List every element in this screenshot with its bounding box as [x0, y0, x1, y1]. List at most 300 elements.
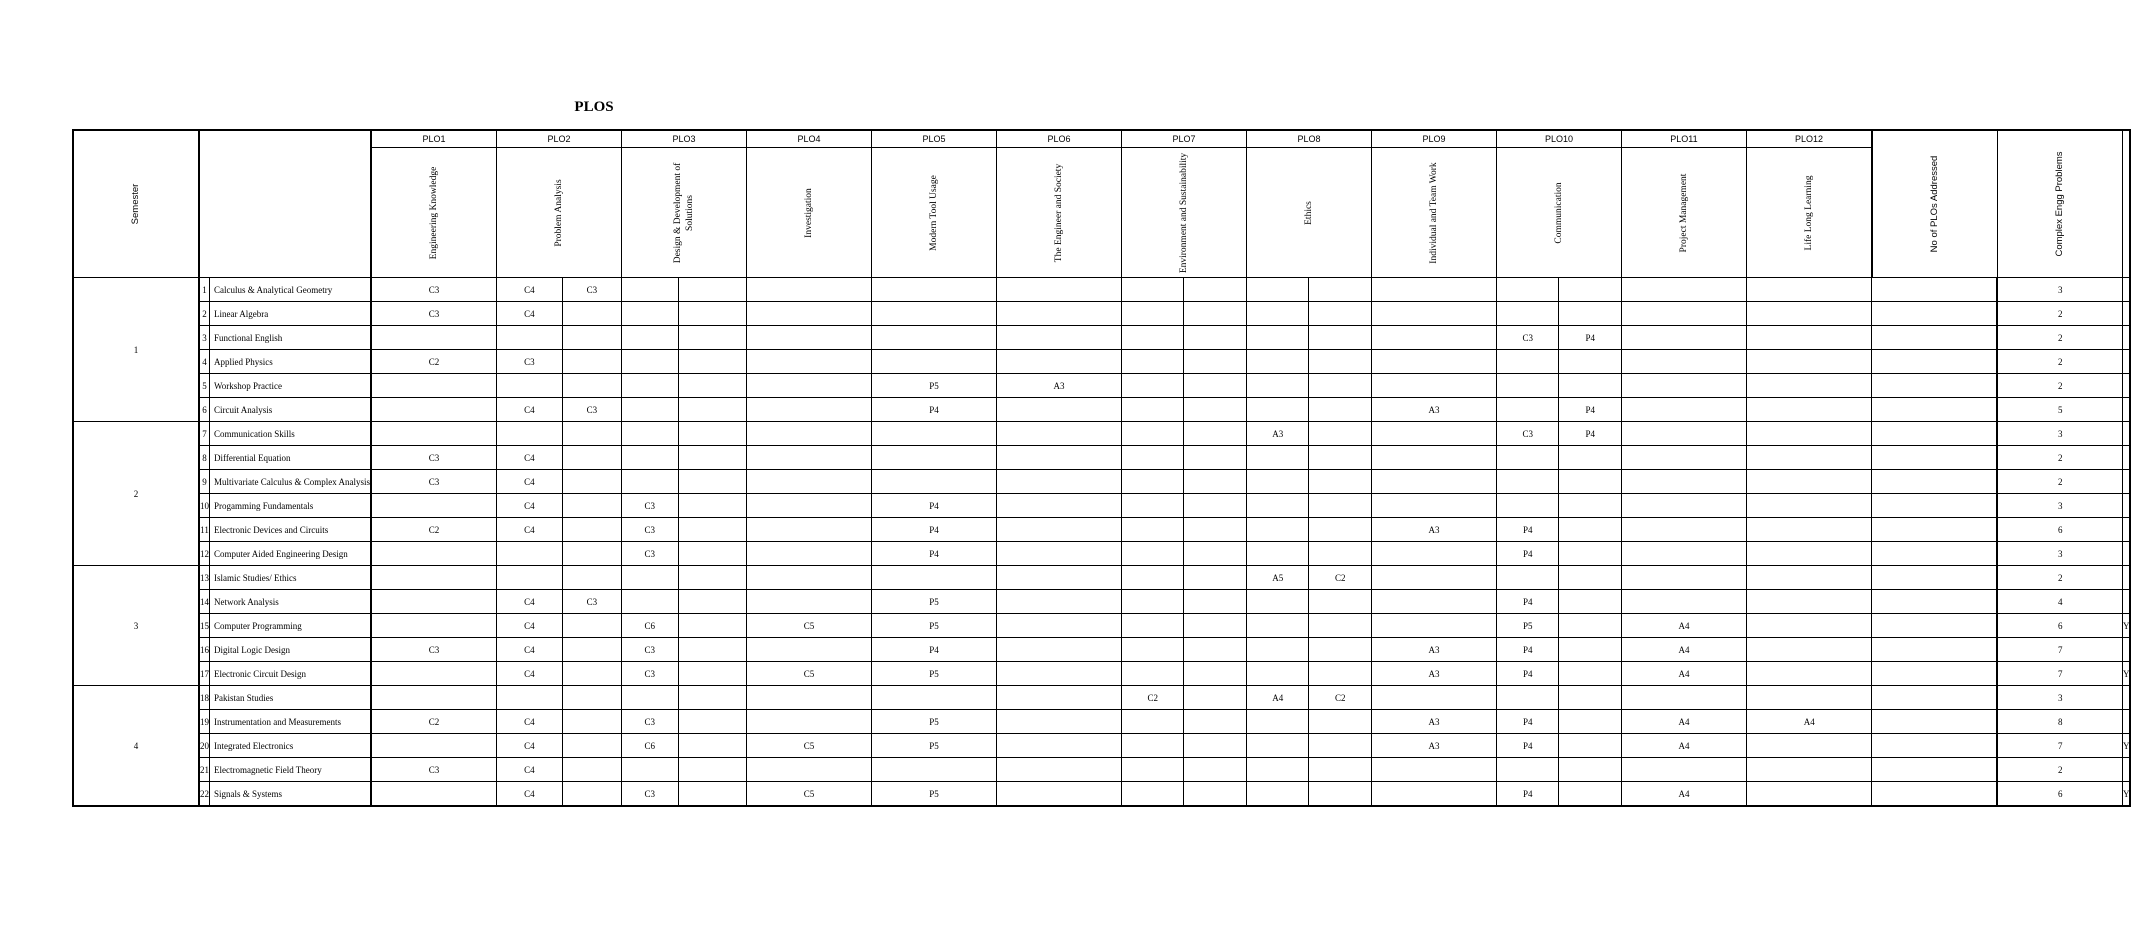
plo-name: Communication — [1496, 148, 1621, 278]
plo-cell — [1309, 278, 1372, 302]
plo-cell — [1872, 590, 1998, 614]
plo-cell: A4 — [1621, 782, 1746, 807]
plo-cell — [1621, 374, 1746, 398]
plo-count-cell: 2 — [1997, 326, 2122, 350]
course-name: Communication Skills — [210, 422, 371, 446]
course-number: 12 — [199, 542, 210, 566]
course-name: Islamic Studies/ Ethics — [210, 566, 371, 590]
plo-cell — [1121, 374, 1184, 398]
complex-cell — [2122, 638, 2130, 662]
course-number: 5 — [199, 374, 210, 398]
plo-cell — [1309, 758, 1372, 782]
plo-cell — [1746, 542, 1872, 566]
plo-cell — [1121, 326, 1184, 350]
plo-cell — [746, 350, 871, 374]
course-number: 19 — [199, 710, 210, 734]
table-row — [73, 374, 2130, 398]
plo-cell — [746, 686, 871, 710]
plo-cell — [871, 446, 996, 470]
plo-cell: C6 — [621, 614, 678, 638]
complex-cell — [2122, 542, 2130, 566]
plo-cell: C4 — [496, 758, 562, 782]
semester-cell: 3 — [73, 566, 199, 686]
plo-cell — [1371, 446, 1496, 470]
plo-cell — [1121, 782, 1184, 807]
plo-cell: C3 — [562, 278, 621, 302]
course-name: Signals & Systems — [210, 782, 371, 807]
complex-cell — [2122, 710, 2130, 734]
plo-cell — [1184, 446, 1247, 470]
plo-cell — [1746, 566, 1872, 590]
course-name: Electronic Devices and Circuits — [210, 518, 371, 542]
plo-cell — [562, 782, 621, 807]
plo-cell — [1121, 662, 1184, 686]
plo-cell — [746, 494, 871, 518]
plo-count-cell: 2 — [1997, 758, 2122, 782]
plo-cell — [621, 374, 678, 398]
plo-cell — [1496, 494, 1559, 518]
plo-cell — [1496, 398, 1559, 422]
plo-cell — [996, 326, 1121, 350]
plo-cell — [1872, 470, 1998, 494]
plo-code: PLO2 — [496, 130, 621, 148]
plo-cell — [1872, 782, 1998, 807]
course-name: Network Analysis — [210, 590, 371, 614]
plo-cell — [621, 302, 678, 326]
plo-cell — [678, 470, 746, 494]
course-name: Differential Equation — [210, 446, 371, 470]
plo-cell: C3 — [621, 710, 678, 734]
plo-cell — [562, 710, 621, 734]
plo-cell — [1559, 278, 1622, 302]
plo-cell: C3 — [621, 518, 678, 542]
plo-cell: C3 — [371, 470, 497, 494]
plo-cell — [562, 326, 621, 350]
plo-cell — [1184, 350, 1247, 374]
plo-cell — [496, 566, 562, 590]
plo-name: Individual and Team Work — [1371, 148, 1496, 278]
plo-cell — [871, 758, 996, 782]
plo-cell — [1371, 494, 1496, 518]
plo-cell: P4 — [871, 542, 996, 566]
plo-count-cell: 3 — [1997, 422, 2122, 446]
plo-cell — [1621, 302, 1746, 326]
complex-cell — [2122, 566, 2130, 590]
course-number: 6 — [199, 398, 210, 422]
course-number: 8 — [199, 446, 210, 470]
plo-cell — [371, 542, 497, 566]
plo-cell — [1121, 398, 1184, 422]
plo-cell — [746, 446, 871, 470]
plo-count-cell: 6 — [1997, 518, 2122, 542]
plo-cell — [1246, 662, 1309, 686]
plo-cell: C4 — [496, 446, 562, 470]
plo-cell: A5 — [1246, 566, 1309, 590]
course-number: 3 — [199, 326, 210, 350]
plo-cell — [1184, 398, 1247, 422]
plo-name: Engineering Knowledge — [371, 148, 497, 278]
complex-cell — [2122, 398, 2130, 422]
plo-cell — [1872, 446, 1998, 470]
complex-cell — [2122, 302, 2130, 326]
plo-code: PLO6 — [996, 130, 1121, 148]
plo-cell — [871, 470, 996, 494]
plo-cell — [621, 590, 678, 614]
plo-cell — [996, 446, 1121, 470]
course-name: Pakistan Studies — [210, 686, 371, 710]
plo-cell — [1309, 446, 1372, 470]
table-row — [73, 590, 2130, 614]
plo-cell — [1621, 686, 1746, 710]
plo-cell — [1621, 494, 1746, 518]
course-name: Applied Physics — [210, 350, 371, 374]
course-name: Circuit Analysis — [210, 398, 371, 422]
table-row — [73, 734, 2130, 758]
plo-cell — [871, 566, 996, 590]
plo-cell — [1121, 446, 1184, 470]
plo-cell — [1184, 614, 1247, 638]
plo-cell: P4 — [871, 398, 996, 422]
plo-cell — [1246, 710, 1309, 734]
plo-cell: P5 — [1496, 614, 1559, 638]
table-row — [73, 566, 2130, 590]
plo-cell — [1184, 326, 1247, 350]
complex-cell — [2122, 374, 2130, 398]
complex-cell — [2122, 278, 2130, 302]
plo-cell: C3 — [621, 638, 678, 662]
plo-cell: C4 — [496, 734, 562, 758]
plo-cell — [1371, 758, 1496, 782]
plo-cell — [1621, 470, 1746, 494]
plo-cell — [1872, 662, 1998, 686]
plo-cell — [746, 326, 871, 350]
plo-count-cell: 3 — [1997, 494, 2122, 518]
plo-cell — [1371, 302, 1496, 326]
plo-cell — [1371, 614, 1496, 638]
plo-cell: P4 — [1496, 782, 1559, 807]
plo-cell — [1309, 638, 1372, 662]
plo-cell: P4 — [1496, 518, 1559, 542]
course-name: Linear Algebra — [210, 302, 371, 326]
plo-cell — [1184, 686, 1247, 710]
plo-name-row — [73, 148, 2130, 278]
plo-cell — [746, 302, 871, 326]
plo-cell: P5 — [871, 374, 996, 398]
plo-cell — [678, 278, 746, 302]
plo-cell — [678, 542, 746, 566]
plo-cell — [621, 470, 678, 494]
plo-count-cell: 2 — [1997, 374, 2122, 398]
complex-cell — [2122, 494, 2130, 518]
plo-code: PLO11 — [1621, 130, 1746, 148]
plo-name: Investigation — [746, 148, 871, 278]
plo-cell — [496, 542, 562, 566]
page-title: PLOS — [574, 99, 614, 115]
plo-cell — [1121, 494, 1184, 518]
plo-cell — [1621, 542, 1746, 566]
plo-cell — [496, 686, 562, 710]
course-number: 17 — [199, 662, 210, 686]
table-row — [73, 326, 2130, 350]
plo-cell — [678, 518, 746, 542]
plo-cell — [1872, 326, 1998, 350]
plo-cell — [1121, 758, 1184, 782]
plo-cell: P5 — [871, 734, 996, 758]
plo-name: Design & Development of Solutions — [621, 148, 746, 278]
plo-cell — [1309, 326, 1372, 350]
plo-cell — [1559, 518, 1622, 542]
plo-cell: C3 — [621, 494, 678, 518]
plo-cell — [1246, 542, 1309, 566]
plo-code: PLO5 — [871, 130, 996, 148]
plo-cell — [1746, 638, 1872, 662]
plo-cell — [371, 326, 497, 350]
plo-cell — [1246, 398, 1309, 422]
plo-cell — [996, 734, 1121, 758]
plo-cell — [678, 734, 746, 758]
plo-cell — [1184, 470, 1247, 494]
plo-name: Environment and Sustainability — [1121, 148, 1246, 278]
semester-cell: 4 — [73, 686, 199, 807]
plo-cell: A3 — [996, 374, 1121, 398]
plo-cell — [496, 326, 562, 350]
table-row — [73, 494, 2130, 518]
plo-cell — [371, 422, 497, 446]
course-number: 13 — [199, 566, 210, 590]
plo-count-cell: 2 — [1997, 566, 2122, 590]
plo-cell — [621, 422, 678, 446]
complex-cell — [2122, 350, 2130, 374]
plo-cell: A4 — [1246, 686, 1309, 710]
plo-cell — [1246, 326, 1309, 350]
plo-cell — [621, 278, 678, 302]
plo-cell — [1746, 590, 1872, 614]
plo-cell: C4 — [496, 470, 562, 494]
plo-cell — [1371, 278, 1496, 302]
plo-cell: P4 — [1496, 590, 1559, 614]
table-row — [73, 782, 2130, 807]
plo-cell — [871, 422, 996, 446]
semester-header: Semester — [73, 130, 199, 278]
course-name: Computer Aided Engineering Design — [210, 542, 371, 566]
plo-cell — [562, 422, 621, 446]
plo-cell: P4 — [871, 494, 996, 518]
table-row — [73, 758, 2130, 782]
complex-cell: Y — [2122, 662, 2130, 686]
plo-cell — [562, 494, 621, 518]
plo-cell — [1496, 470, 1559, 494]
plo-cell — [678, 758, 746, 782]
plo-cell — [562, 662, 621, 686]
plo-count-cell: 7 — [1997, 662, 2122, 686]
plo-cell: A4 — [1621, 662, 1746, 686]
plo-cell: A3 — [1371, 710, 1496, 734]
plo-count-cell: 2 — [1997, 350, 2122, 374]
plo-cell — [871, 302, 996, 326]
plo-cell — [1371, 422, 1496, 446]
plo-cell — [1496, 446, 1559, 470]
complex-cell — [2122, 518, 2130, 542]
plo-cell — [562, 374, 621, 398]
course-name: Electromagnetic Field Theory — [210, 758, 371, 782]
plo-cell — [996, 398, 1121, 422]
plo-count-cell: 5 — [1997, 398, 2122, 422]
plo-cell: P4 — [1496, 734, 1559, 758]
plo-cell — [1309, 710, 1372, 734]
plo-name: Project Management — [1621, 148, 1746, 278]
plo-cell — [1246, 734, 1309, 758]
plo-cell: C3 — [496, 350, 562, 374]
plo-cell — [1246, 614, 1309, 638]
plo-cell — [1746, 758, 1872, 782]
plo-cell — [1246, 638, 1309, 662]
complex-cell — [2122, 758, 2130, 782]
plo-cell: C4 — [496, 782, 562, 807]
plo-cell — [996, 422, 1121, 446]
plo-count-cell: 2 — [1997, 446, 2122, 470]
table-row — [73, 398, 2130, 422]
plo-cell — [1559, 734, 1622, 758]
table-row — [73, 422, 2130, 446]
plo-cell — [562, 542, 621, 566]
plo-cell: P4 — [1496, 542, 1559, 566]
plo-cell — [1559, 374, 1622, 398]
plo-cell — [746, 710, 871, 734]
plo-cell: C3 — [371, 302, 497, 326]
plo-cell — [1121, 542, 1184, 566]
plo-cell — [996, 758, 1121, 782]
complex-cell — [2122, 422, 2130, 446]
plo-cell — [1371, 782, 1496, 807]
plo-cell: P4 — [1496, 710, 1559, 734]
plo-cell — [1746, 662, 1872, 686]
plo-cell — [1872, 758, 1998, 782]
plo-cell — [1872, 542, 1998, 566]
plo-cell — [996, 278, 1121, 302]
table-row — [73, 350, 2130, 374]
plo-cell: C4 — [496, 662, 562, 686]
plo-cell — [996, 470, 1121, 494]
plo-code: PLO8 — [1246, 130, 1371, 148]
plo-cell: C2 — [1309, 566, 1372, 590]
plo-cell — [1184, 662, 1247, 686]
plo-cell — [621, 446, 678, 470]
plo-cell: A3 — [1246, 422, 1309, 446]
plo-cell: P5 — [871, 662, 996, 686]
plo-cell — [1496, 302, 1559, 326]
course-name: Digital Logic Design — [210, 638, 371, 662]
plo-cell — [1746, 302, 1872, 326]
plo-cell — [1559, 350, 1622, 374]
plo-cell — [1621, 590, 1746, 614]
plo-cell — [1121, 590, 1184, 614]
plo-cell: C5 — [746, 734, 871, 758]
plo-cell — [1621, 758, 1746, 782]
plo-count-cell: 8 — [1997, 710, 2122, 734]
table-row — [73, 278, 2130, 302]
plo-cell — [746, 566, 871, 590]
plo-cell — [678, 614, 746, 638]
plo-cell: C4 — [496, 518, 562, 542]
plo-cell: C3 — [562, 398, 621, 422]
plo-cell — [1184, 374, 1247, 398]
plo-cell: P5 — [871, 590, 996, 614]
plo-cell — [1246, 446, 1309, 470]
plo-cell — [1872, 638, 1998, 662]
semester-cell: 2 — [73, 422, 199, 566]
plo-cell — [1621, 398, 1746, 422]
plo-cell — [678, 326, 746, 350]
plo-cell — [678, 710, 746, 734]
count-header: No of PLOs Addressed — [1872, 130, 1998, 278]
plo-cell — [496, 422, 562, 446]
plo-code: PLO7 — [1121, 130, 1246, 148]
course-name: Integrated Electronics — [210, 734, 371, 758]
table-row — [73, 518, 2130, 542]
plo-cell — [1246, 350, 1309, 374]
plo-cell — [621, 326, 678, 350]
plo-cell — [1184, 422, 1247, 446]
plo-cell — [562, 518, 621, 542]
plo-cell: C3 — [371, 446, 497, 470]
plo-cell: A4 — [1621, 710, 1746, 734]
plo-cell — [1746, 278, 1872, 302]
plo-cell — [621, 398, 678, 422]
plo-cell: C4 — [496, 710, 562, 734]
course-name: Calculus & Analytical Geometry — [210, 278, 371, 302]
complex-cell — [2122, 446, 2130, 470]
table-row — [73, 542, 2130, 566]
plo-cell — [1496, 374, 1559, 398]
plo-cell — [1184, 710, 1247, 734]
plo-cell — [996, 302, 1121, 326]
plo-cell — [746, 470, 871, 494]
plo-name: Modern Tool Usage — [871, 148, 996, 278]
complex-cell — [2122, 686, 2130, 710]
plo-cell — [562, 350, 621, 374]
plo-cell — [1746, 470, 1872, 494]
plo-cell — [1309, 398, 1372, 422]
plo-code: PLO4 — [746, 130, 871, 148]
plo-cell — [1246, 374, 1309, 398]
course-name: Workshop Practice — [210, 374, 371, 398]
complex-cell — [2122, 326, 2130, 350]
plo-code: PLO1 — [371, 130, 497, 148]
plo-cell — [1184, 542, 1247, 566]
plo-cell — [1121, 278, 1184, 302]
plo-count-cell: 7 — [1997, 638, 2122, 662]
plo-cell — [1246, 590, 1309, 614]
table-row — [73, 686, 2130, 710]
plo-cell — [1872, 302, 1998, 326]
plo-cell — [1559, 758, 1622, 782]
plo-cell — [871, 326, 996, 350]
plo-cell: C4 — [496, 302, 562, 326]
plo-cell: C3 — [1496, 326, 1559, 350]
plo-cell — [562, 566, 621, 590]
plo-cell — [1309, 662, 1372, 686]
plo-cell — [1121, 710, 1184, 734]
course-name: Electronic Circuit Design — [210, 662, 371, 686]
plo-cell — [1309, 302, 1372, 326]
plo-cell: A4 — [1621, 734, 1746, 758]
plo-cell — [1309, 422, 1372, 446]
plo-cell — [746, 518, 871, 542]
plo-count-cell: 3 — [1997, 686, 2122, 710]
plo-cell — [1246, 278, 1309, 302]
plo-cell — [1121, 422, 1184, 446]
plo-cell — [746, 542, 871, 566]
